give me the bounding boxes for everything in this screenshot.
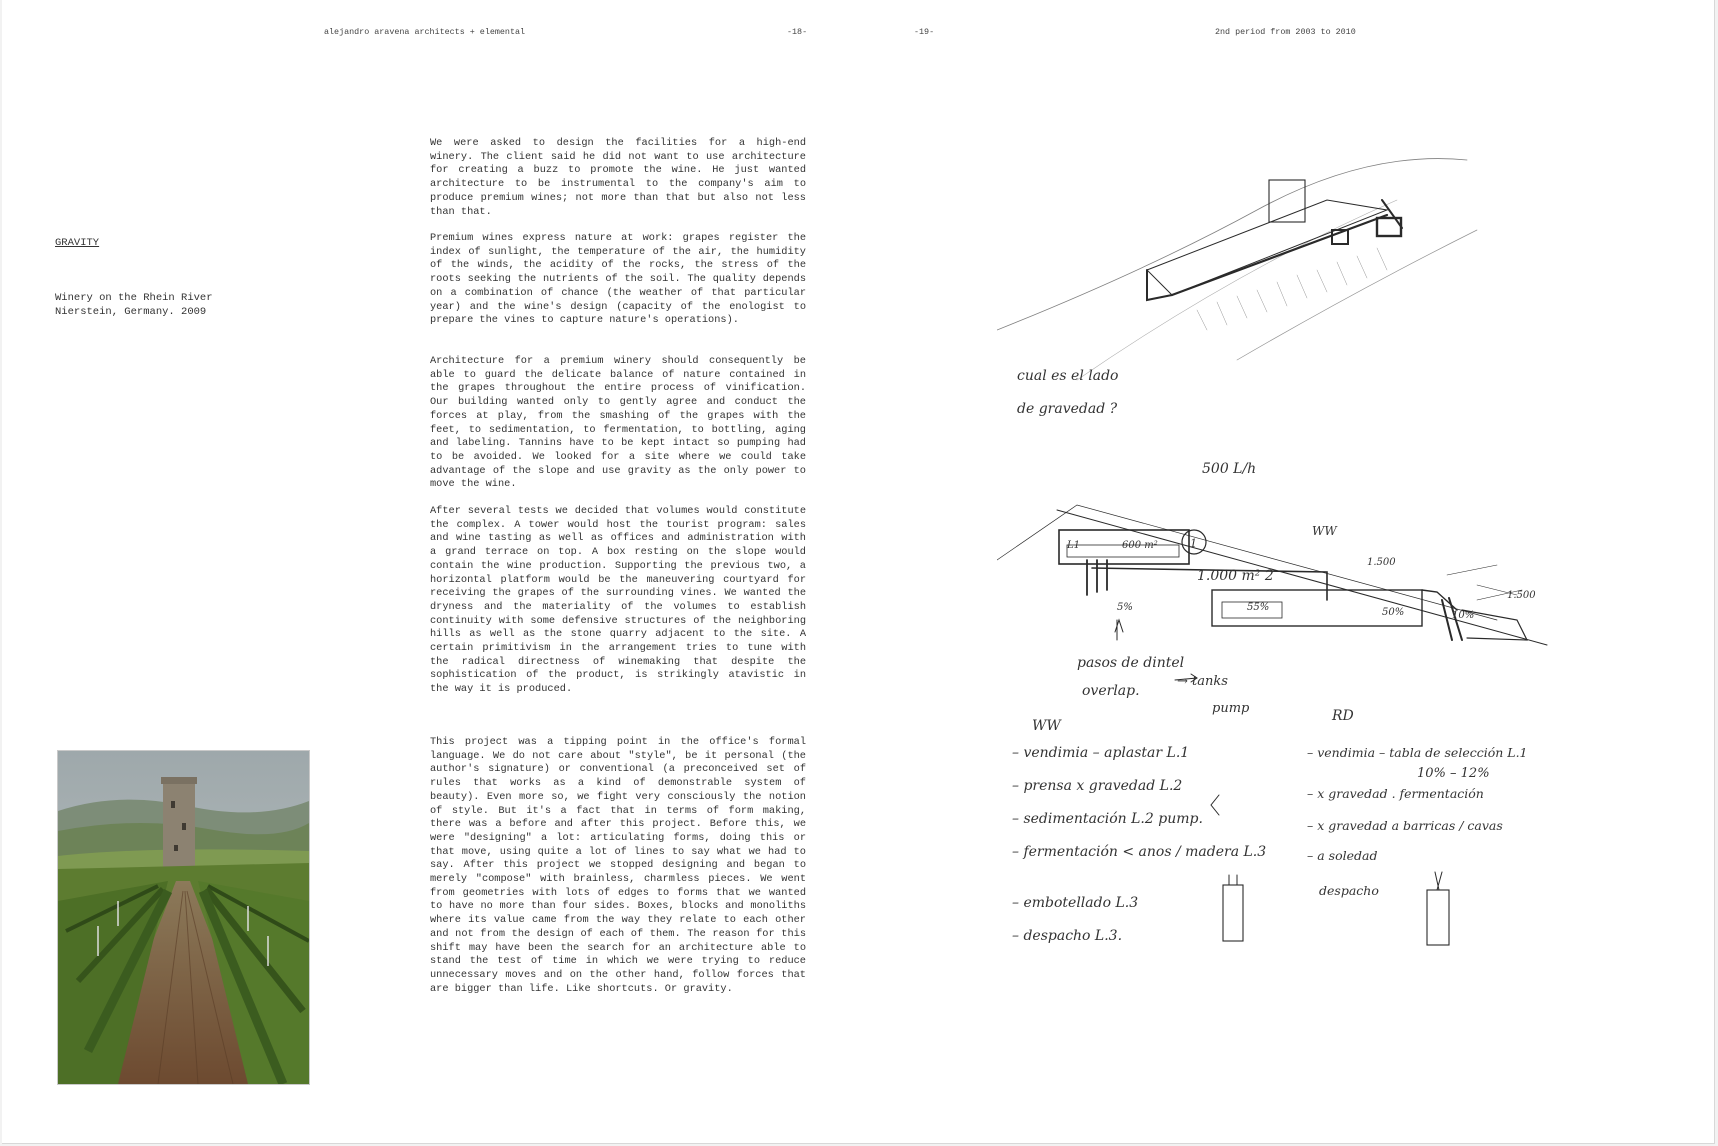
sketch-label-1: 1 [1190, 537, 1197, 550]
sketch-label-1500-a: 1.500 [1367, 557, 1396, 568]
sketch-question-line1: cual es el lado [1017, 368, 1119, 384]
sketch-rd-fermentacion: – x gravedad . fermentación [1307, 786, 1484, 801]
paragraph-3: Architecture for a premium winery should consequently be able to guard the delicate balance of nature contained in the grapes throughout the entire process of vinification. Our building wanted only to gently agree and conduct the forces at play, from the smashing of the grapes with the feet, to sedimentation, to fermentation, to bottling, aging and labeling. Tannins have to be kept intact so pumping had to be avoided. We looked for a site where we could take advantage of the slope and use gravity as the only power to move the wine. [430, 355, 806, 491]
sketch-label-l1: L1 [1067, 540, 1081, 551]
project-location-year: Nierstein, Germany. 2009 [55, 305, 207, 318]
sketch-note-pump: pump [1212, 701, 1250, 716]
sketch-step-despacho: – despacho L.3. [1012, 928, 1123, 944]
sketch-note-overlap: overlap. [1082, 683, 1140, 699]
sketch-step-vendimia: – vendimia – aplastar L.1 [1012, 745, 1190, 761]
paragraph-4: After several tests we decided that volumes would constitute the complex. A tower would host the tourist program: sales and wine tasting as well as offices and administration with a grand terrace on top. A box resting on the slope would contain the wine production. Supporting the previous two, a horizontal platform would be the maneuvering courtyard for receiving the grapes of the surrounding vines. We wanted the dryness and the materiality of the volumes to establish continuity with some defensive structures of the neighboring hills as well as the stone quarry adjacent to the site. A certain primitivism in the arrangement tries to tune with the radical directness of winemaking that despite the sophistication of the product, is strikingly atavistic in the way it is produced. [430, 505, 806, 696]
sketch-question-line2: de gravedad ? [1017, 401, 1118, 417]
book-spread [2, 0, 1715, 1144]
paragraph-1: We were asked to design the facilities for a high-end winery. The client said he did not want to use architecture for creating a buzz to promote the wine. He just wanted architecture to be instrumental to the company's aim to produce premium wines; not more than that but also not less than that. [430, 137, 806, 218]
architect-sketch [997, 120, 1617, 962]
sketch-column-rd: RD [1332, 708, 1354, 724]
sketch-rd-percent: 10% – 12% [1417, 766, 1490, 781]
sketch-rd-vendimia: – vendimia – tabla de selección L.1 [1307, 745, 1528, 760]
vineyard-tower-photo [57, 750, 310, 1085]
paragraph-2: Premium wines express nature at work: grapes register the index of sunlight, the temperature of the air, the humidity of the winds, the acidity of the rocks, the stress of the roots seeking the nutrients of the soil. The quality depends on a combination of chance (the weather of that particular year) and the wine's design (capacity of the enologist to prepare the vines to capture nature's operations). [430, 232, 806, 327]
sketch-step-sedimentacion: – sedimentación L.2 pump. [1012, 811, 1203, 827]
project-name: Winery on the Rhein River [55, 292, 213, 304]
sketch-slope-55: 55% [1247, 602, 1270, 613]
paragraph-5: This project was a tipping point in the office's formal language. We do not care about "style", be it personal (the author's signature) or conventional (a preconceived set of rules that works as a kind of demonstrable system of beauty). Even more so, we fight very consciously the notion of style. But it's a fact that in terms of form making, there was a before and after this project. Before this, we were "designing" a lot: articulating forms, doing this or that move, using quite a lot of lines to say what we had to say. After this project we stopped designing and began to merely "compose" with brainless, charmless pieces. We went from geometries with lots of edges to forms that we wanted to have no more than four sides. Boxes, blocks and monoliths where its value came from the way they relate to each other and not from the design of each of them. The reason for this shift may have been the search for an architecture able to stand the test of time in which we were trying to reduce unnecessary moves and on the other hand, follow forces that are bigger than life. Like shortcuts. Or gravity. [430, 736, 806, 995]
sketch-step-prensa: – prensa x gravedad L.2 [1012, 778, 1183, 794]
sketch-rd-despacho: despacho [1319, 883, 1379, 898]
vineyard-photo-image [58, 751, 309, 1084]
winery-sketch-drawing [997, 120, 1617, 962]
sketch-rd-barricas: – x gravedad a barricas / cavas [1307, 818, 1503, 833]
section-title: GRAVITY [55, 237, 100, 249]
project-info [55, 292, 213, 319]
page-number-left: -18- [787, 27, 808, 37]
sketch-slope-50: 50% [1382, 607, 1405, 618]
sketch-label-area-600: 600 m² [1122, 540, 1158, 551]
sketch-label-ww: WW [1312, 524, 1337, 538]
sketch-slope-5: 5% [1117, 602, 1133, 613]
sketch-label-1500-b: 1.500 [1507, 590, 1536, 601]
sketch-flow-label: 500 L/h [1202, 461, 1257, 477]
sketch-step-fermentacion: – fermentación < anos / madera L.3 [1012, 844, 1267, 860]
running-header-left: alejandro aravena architects + elemental [324, 27, 526, 37]
sketch-note-pasos: pasos de dintel [1077, 655, 1185, 671]
sketch-label-area-1000: 1.000 m² 2 [1197, 568, 1274, 584]
sketch-column-ww: WW [1032, 718, 1061, 734]
sketch-step-embotellado: – embotellado L.3 [1012, 895, 1139, 911]
page-number-right: -19- [914, 27, 935, 37]
running-header-right: 2nd period from 2003 to 2010 [1215, 27, 1356, 37]
sketch-rd-soledad: – a soledad [1307, 848, 1378, 863]
sketch-slope-10: 10% [1452, 610, 1475, 621]
sketch-note-tanks: → tanks [1177, 674, 1228, 689]
